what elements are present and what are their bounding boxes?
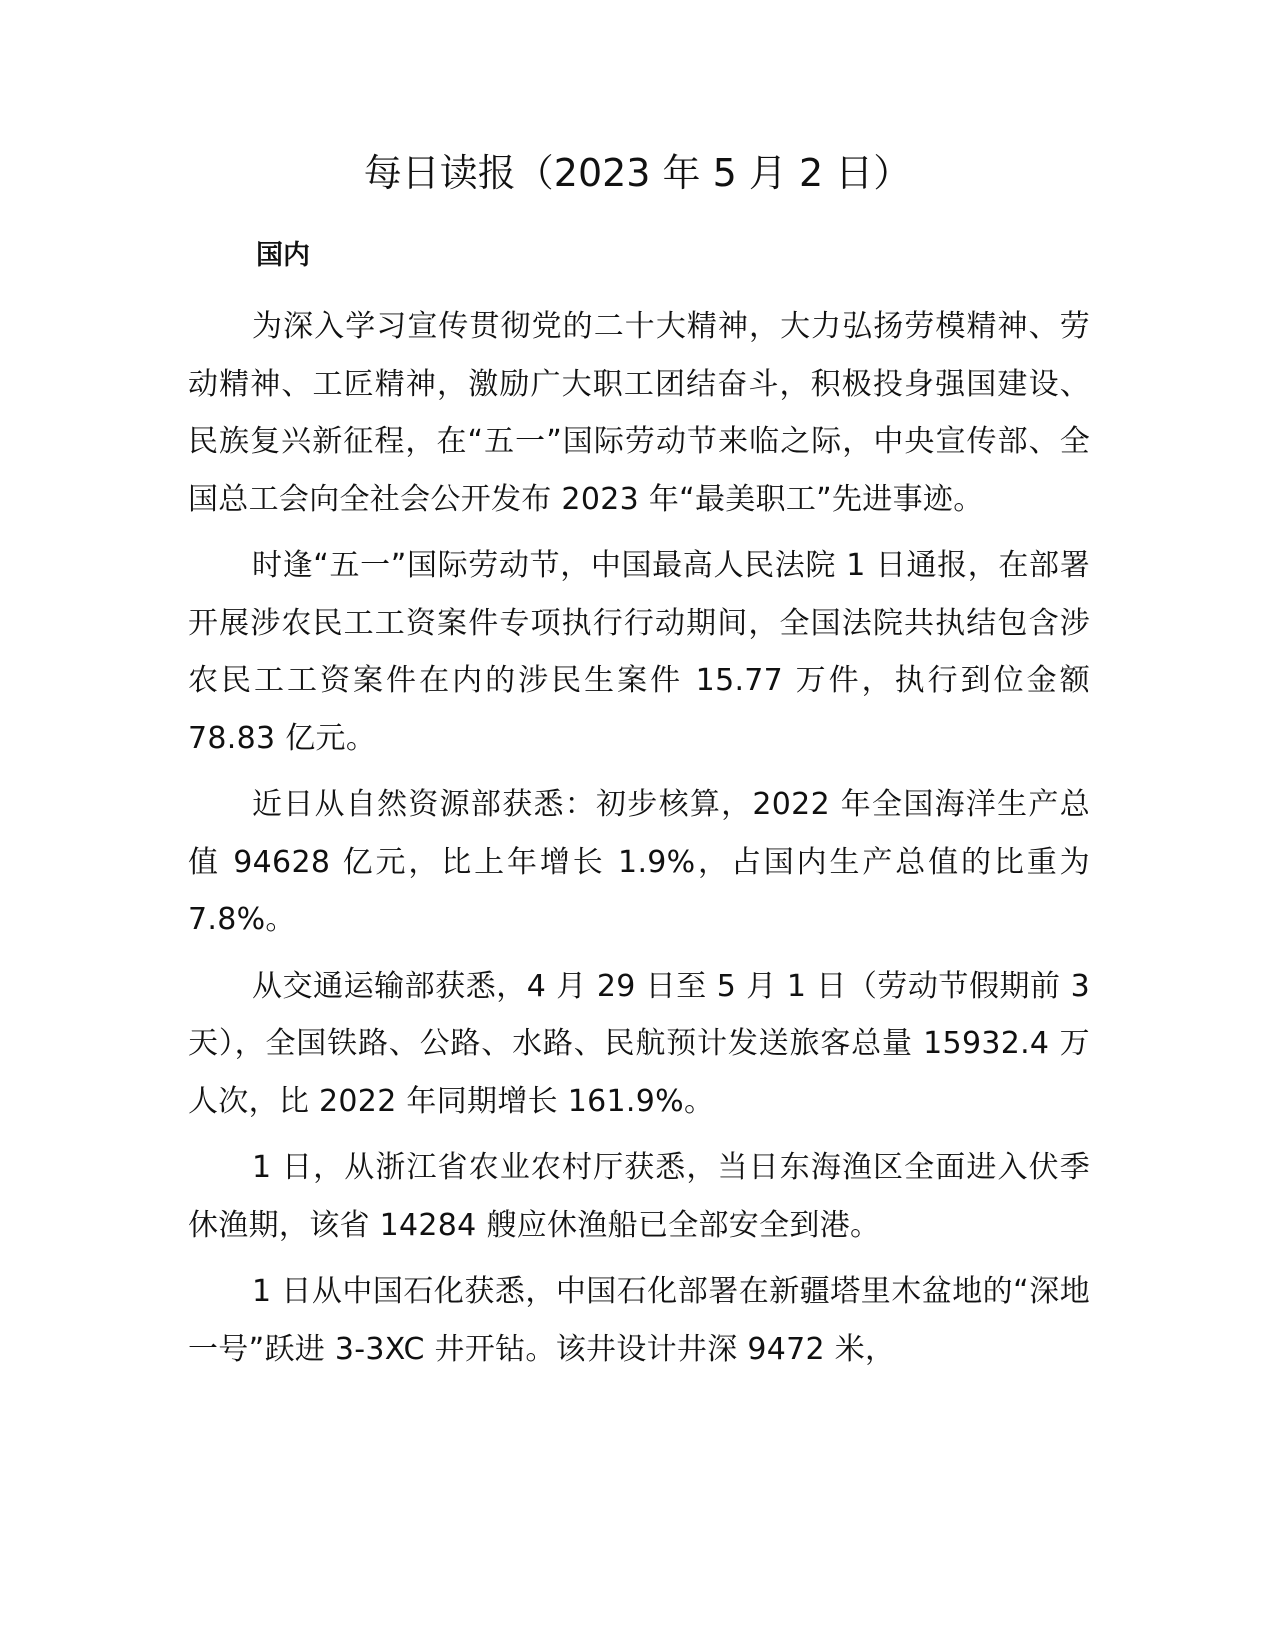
page-title: 每日读报（2023 年 5 月 2 日）	[363, 151, 912, 195]
news-paragraph: 近日从自然资源部获悉：初步核算，2022 年全国海洋生产总值 94628 亿元，比上年增长 1.9%，占国内生产总值的比重为 7.8%。	[188, 787, 1090, 937]
news-paragraph: 1 日，从浙江省农业农村厅获悉，当日东海渔区全面进入伏季休渔期，该省 14284 艘应休渔船已全部安全到港。	[188, 1150, 1090, 1243]
news-paragraph: 时逢“五一”国际劳动节，中国最高人民法院 1 日通报，在部署开展涉农民工工资案件专项执行行动期间，全国法院共执结包含涉农民工工资案件在内的涉民生案件 15.77 万件，执行到位金额 78.83 亿元。	[188, 548, 1090, 756]
news-paragraph: 从交通运输部获悉，4 月 29 日至 5 月 1 日（劳动节假期前 3 天），全国铁路、公路、水路、民航预计发送旅客总量 15932.4 万人次，比 2022 年同期增长 161.9%。	[188, 968, 1090, 1119]
news-paragraph: 为深入学习宣传贯彻党的二十大精神，大力弘扬劳模精神、劳动精神、工匠精神，激励广大职工团结奋斗，积极投身强国建设、民族复兴新征程，在“五一”国际劳动节来临之际，中央宣传部、全国总工会向全社会公开发布 2023 年“最美职工”先进事迹。	[188, 309, 1090, 517]
article-body	[188, 298, 1090, 1387]
news-paragraph: 1 日从中国石化获悉，中国石化部署在新疆塔里木盆地的“深地一号”跃进 3-3XC 井开钻。该井设计井深 9472 米，	[188, 1274, 1090, 1367]
section-heading-domestic: 国内	[256, 240, 310, 271]
